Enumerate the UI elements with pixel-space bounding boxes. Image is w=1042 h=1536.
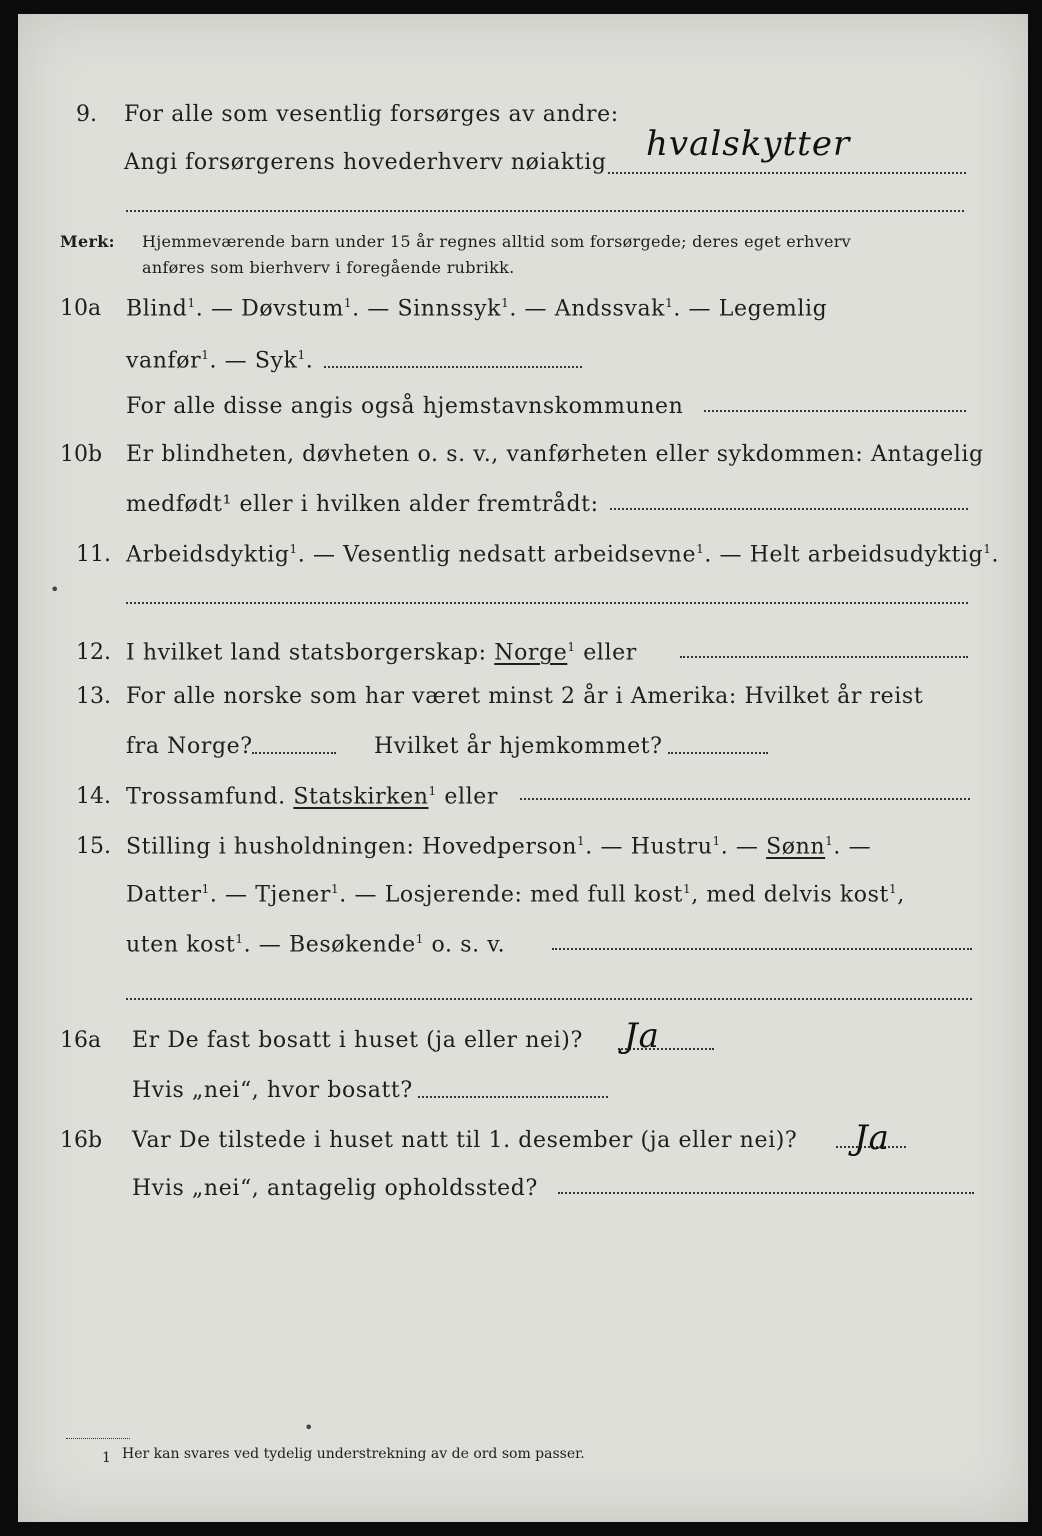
option-dovstum: Døvstum: [241, 296, 344, 322]
underlined-statskirken: Statskirken: [293, 784, 429, 810]
item-14-line1: Trossamfund. Statskirken$^1$ eller: [126, 784, 498, 810]
item-15-answer-line[interactable]: [552, 948, 972, 950]
item-10b-line2: medfødt¹ eller i hvilken alder fremtrådt:: [126, 492, 599, 517]
item-12-line1: I hvilket land statsborgerskap: Norge$^1$ eller: [126, 640, 637, 666]
item-9-number: 9.: [76, 102, 97, 127]
item-16a-number: 16a: [60, 1028, 102, 1053]
item-14-number: 14.: [76, 784, 111, 809]
item-13-hjemkommet-line[interactable]: [668, 752, 768, 754]
item-10a-kommune-line[interactable]: [704, 410, 966, 412]
census-form-page: [18, 14, 1028, 1522]
item-16b-line2: Hvis „nei“, antagelig opholdssted?: [132, 1176, 538, 1201]
option-andssvak: Andssvak: [554, 296, 666, 322]
note-line1: Hjemmeværende barn under 15 år regnes alltid som forsørgede; deres eget erhverv: [142, 232, 851, 251]
item-9-line2: Angi forsørgerens hovederhverv nøiaktig: [124, 150, 607, 175]
item-16b-number: 16b: [60, 1128, 103, 1153]
item-11-line1: Arbeidsdyktig$^1$. — Vesentlig nedsatt arbeidsevne$^1$. — Helt arbeidsudyktig$^1$.: [126, 542, 1000, 568]
stray-mark: •: [50, 580, 60, 599]
item-15-line1: Stilling i husholdningen: Hovedperson$^1$. — Hustru$^1$. — Sønn$^1$. —: [126, 834, 872, 860]
option-blind: Blind: [126, 296, 188, 322]
footnote-text: Her kan svares ved tydelig understrekning av de ord som passer.: [122, 1446, 585, 1462]
underlined-norge: Norge: [494, 640, 568, 666]
item-15-number: 15.: [76, 834, 111, 859]
item-10b-line1: Er blindheten, døvheten o. s. v., vanførheten eller sykdommen: Antagelig: [126, 442, 984, 467]
item-12-number: 12.: [76, 640, 111, 665]
item-15-line2: Datter$^1$. — Tjener$^1$. — Losjerende: med full kost$^1$, med delvis kost$^1$,: [126, 882, 905, 908]
item-16b-opphold-line[interactable]: [558, 1192, 974, 1194]
item-11-number: 11.: [76, 542, 111, 567]
item-13-reist-line[interactable]: [252, 752, 336, 754]
option-vanfor: vanfør: [126, 348, 202, 374]
item-16b-handwritten-answer: Ja: [854, 1118, 890, 1158]
item-10a-answer-line[interactable]: [324, 366, 582, 368]
item-13-line1: For alle norske som har været minst 2 år i Amerika: Hvilket år reist: [126, 684, 924, 709]
footnote-rule: [66, 1438, 130, 1439]
item-16a-line1: Er De fast bosatt i huset (ja eller nei)?: [132, 1028, 583, 1053]
option-sinnssyk: Sinnssyk: [397, 296, 502, 322]
item-9-line1: For alle som vesentlig forsørges av andre:: [124, 102, 619, 127]
item-10a-number: 10a: [60, 296, 102, 321]
item-10b-number: 10b: [60, 442, 103, 467]
note-line2: anføres som bierhverv i foregående rubrikk.: [142, 258, 515, 277]
option-legemlig: Legemlig: [718, 296, 828, 322]
item-9-extra-line[interactable]: [126, 210, 964, 212]
note-label: Merk:: [60, 232, 115, 251]
item-13-line2a: fra Norge?: [126, 734, 253, 759]
option-syk: Syk: [254, 348, 298, 374]
item-14-answer-line[interactable]: [520, 798, 970, 800]
item-15-extra-line[interactable]: [126, 998, 972, 1000]
item-10b-answer-line[interactable]: [610, 508, 968, 510]
underlined-sonn: Sønn: [766, 834, 826, 860]
item-9-handwritten-answer: hvalskytter: [646, 124, 851, 164]
item-13-number: 13.: [76, 684, 111, 709]
item-16a-handwritten-answer: Ja: [624, 1016, 660, 1056]
item-16a-line2: Hvis „nei“, hvor bosatt?: [132, 1078, 413, 1103]
footnote-marker: 1: [102, 1450, 111, 1466]
item-13-line2b: Hvilket år hjemkommet?: [374, 734, 663, 759]
item-10a-line2: vanfør$^1$. — Syk$^1$.: [126, 348, 314, 374]
stray-mark: •: [304, 1418, 314, 1437]
item-12-answer-line[interactable]: [680, 656, 968, 658]
item-9-answer-line[interactable]: [608, 172, 966, 174]
item-11-answer-line[interactable]: [126, 602, 968, 604]
item-16b-line1: Var De tilstede i huset natt til 1. desember (ja eller nei)?: [132, 1128, 798, 1153]
item-15-line3: uten kost$^1$. — Besøkende$^1$ o. s. v.: [126, 932, 506, 958]
item-10a-line1: Blind$^1$. — Døvstum$^1$. — Sinnssyk$^1$. — Andssvak$^1$. — Legemlig: [126, 296, 828, 322]
item-10a-line3: For alle disse angis også hjemstavnskommunen: [126, 394, 684, 419]
item-16a-bosatt-line[interactable]: [418, 1096, 608, 1098]
